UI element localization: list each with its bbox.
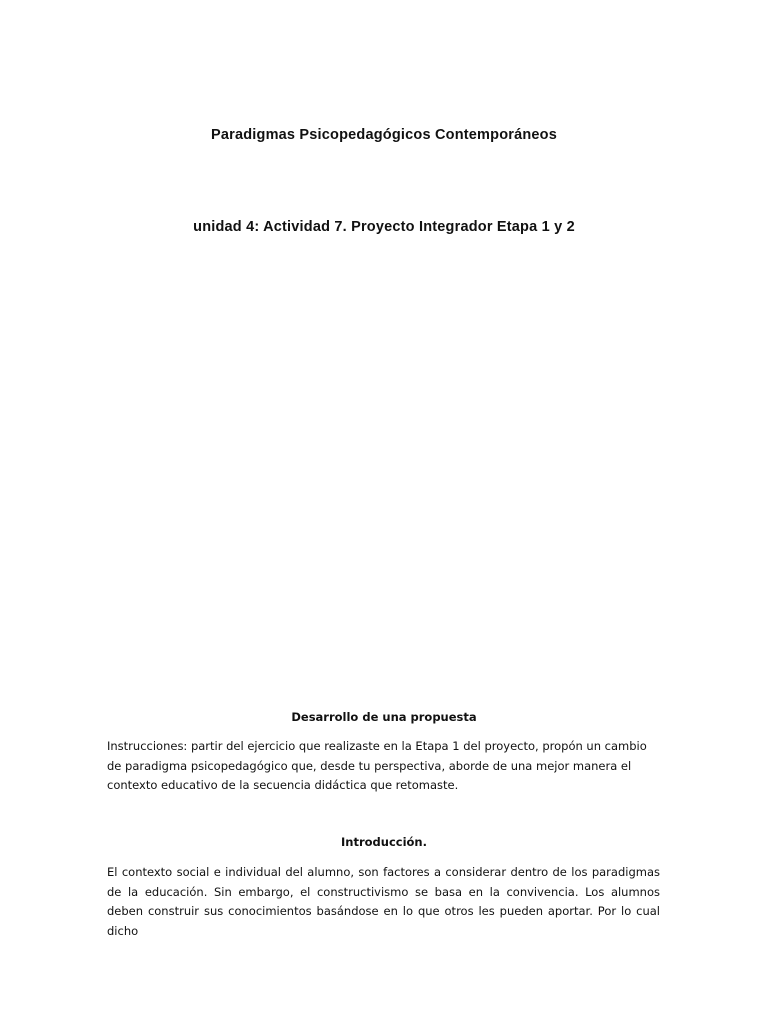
document-subtitle: unidad 4: Actividad 7. Proyecto Integrador Etapa 1 y 2 — [193, 219, 575, 235]
document-title: Paradigmas Psicopedagógicos Contemporáneos — [210, 127, 557, 143]
instructions-paragraph: Instrucciones: partir del ejercicio que realizaste en la Etapa 1 del proyecto, propón un cambio de paradigma psicopedagógico que, desde tu perspectiva, aborde de una mejor manera el contexto educativo de la secuencia didáctica que retomaste. — [107, 739, 647, 792]
proposal-heading: Desarrollo de una propuesta — [291, 710, 477, 724]
introduction-paragraph: El contexto social e individual del alumno, son factores a considerar dentro de los paradigmas de la educación. Sin embargo, el constructivismo se basa en la convivencia. Los alumnos deben construir sus conocimientos basándose en lo que otros les pueden aportar. Por lo cual dicho — [107, 865, 660, 938]
introduction-heading: Introducción. — [341, 835, 427, 849]
